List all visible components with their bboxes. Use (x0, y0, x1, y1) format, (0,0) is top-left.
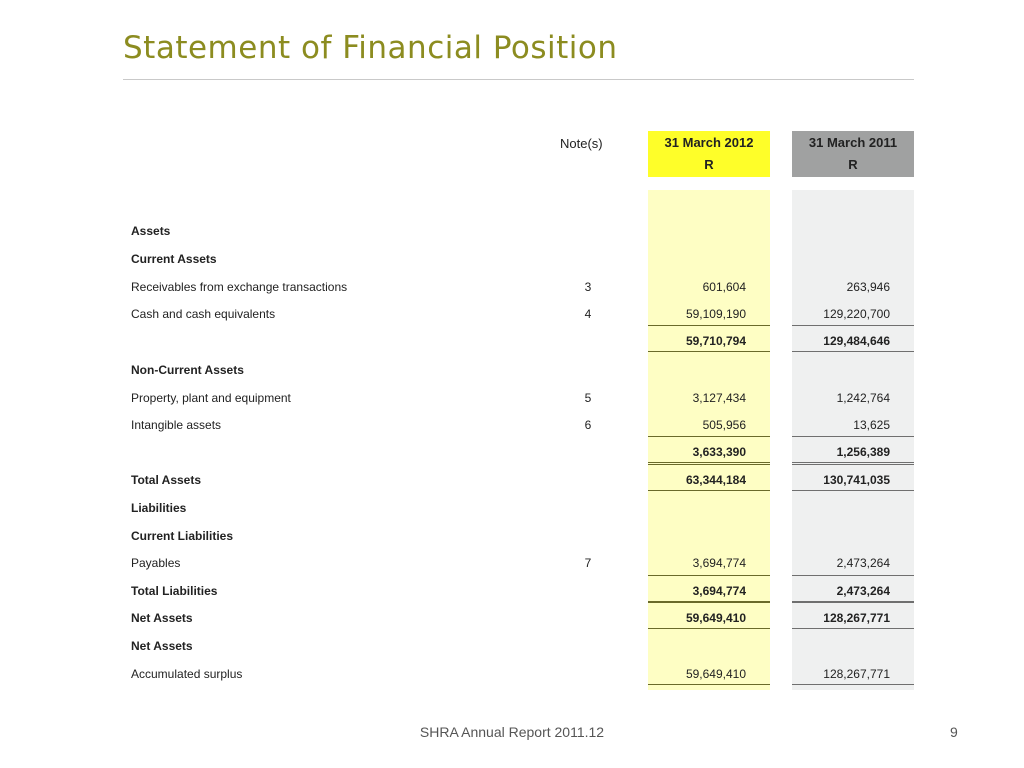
column-header-2011 (792, 131, 914, 177)
column-header-2012-date: 31 March 2012 (664, 135, 754, 150)
value-2012: 3,694,774 (692, 584, 746, 598)
value-2011: 1,242,764 (836, 391, 890, 405)
rule-2012 (648, 628, 770, 629)
rule-2012 (648, 490, 770, 491)
value-2011: 1,256,389 (836, 445, 890, 459)
value-2011: 13,625 (853, 418, 890, 432)
row-label: Property, plant and equipment (131, 391, 291, 405)
value-2011: 129,484,646 (823, 334, 890, 348)
row-label: Total Assets (131, 473, 202, 487)
row-note: 5 (584, 391, 592, 405)
rule-2011 (792, 602, 914, 603)
rule-2011 (792, 325, 914, 326)
footer-text: SHRA Annual Report 2011.12 (419, 724, 605, 740)
value-2012: 59,649,410 (685, 667, 746, 681)
column-header-2011-unit: R (848, 157, 858, 172)
rule-2011 (792, 351, 914, 352)
value-2012: 3,694,774 (692, 556, 746, 570)
row-label: Current Liabilities (131, 529, 234, 543)
rule-2012 (648, 436, 770, 437)
value-2011: 128,267,771 (823, 611, 890, 625)
value-2012: 63,344,184 (685, 473, 746, 487)
row-label: Intangible assets (131, 418, 222, 432)
rule-2012 (648, 351, 770, 352)
rule-2011 (792, 575, 914, 576)
page-title: Statement of Financial Position (123, 30, 618, 66)
rule-2011 (792, 436, 914, 437)
value-2011: 129,220,700 (823, 307, 890, 321)
rule-2012 (648, 462, 770, 463)
value-2011: 128,267,771 (823, 667, 890, 681)
title-divider (123, 79, 914, 80)
rule-2011 (792, 628, 914, 629)
value-2012: 59,109,190 (685, 307, 746, 321)
value-2012: 3,633,390 (692, 445, 746, 459)
row-label: Net Assets (131, 639, 193, 653)
row-label: Non-Current Assets (131, 363, 244, 377)
value-2011: 130,741,035 (823, 473, 890, 487)
row-label: Net Assets (131, 611, 193, 625)
rule-2011 (792, 462, 914, 463)
rule-2011 (792, 490, 914, 491)
notes-column-header: Note(s) (560, 136, 603, 151)
row-label: Receivables from exchange transactions (131, 280, 348, 294)
value-2012: 59,649,410 (685, 611, 746, 625)
row-label: Current Assets (131, 252, 217, 266)
value-2012: 601,604 (702, 280, 746, 294)
rule-2012 (648, 325, 770, 326)
page-number: 9 (950, 724, 958, 740)
rule-2012 (648, 575, 770, 576)
value-2012: 3,127,434 (692, 391, 746, 405)
value-2011: 2,473,264 (836, 584, 890, 598)
row-label: Payables (131, 556, 181, 570)
rule-2012 (648, 684, 770, 685)
row-note: 4 (584, 307, 592, 321)
rule-2011 (792, 464, 914, 465)
row-label: Total Liabilities (131, 584, 218, 598)
row-label: Accumulated surplus (131, 667, 243, 681)
row-note: 3 (584, 280, 592, 294)
value-2012: 505,956 (702, 418, 746, 432)
row-note: 6 (584, 418, 592, 432)
rule-2011 (792, 684, 914, 685)
value-2012: 59,710,794 (685, 334, 746, 348)
column-header-2012 (648, 131, 770, 177)
value-2011: 263,946 (846, 280, 890, 294)
row-label: Liabilities (131, 501, 187, 515)
rule-2012 (648, 602, 770, 603)
row-label: Cash and cash equivalents (131, 307, 276, 321)
value-2011: 2,473,264 (836, 556, 890, 570)
row-note: 7 (584, 556, 592, 570)
column-header-2012-unit: R (704, 157, 714, 172)
column-header-2011-date: 31 March 2011 (808, 135, 898, 150)
row-label: Assets (131, 224, 171, 238)
rule-2012 (648, 464, 770, 465)
